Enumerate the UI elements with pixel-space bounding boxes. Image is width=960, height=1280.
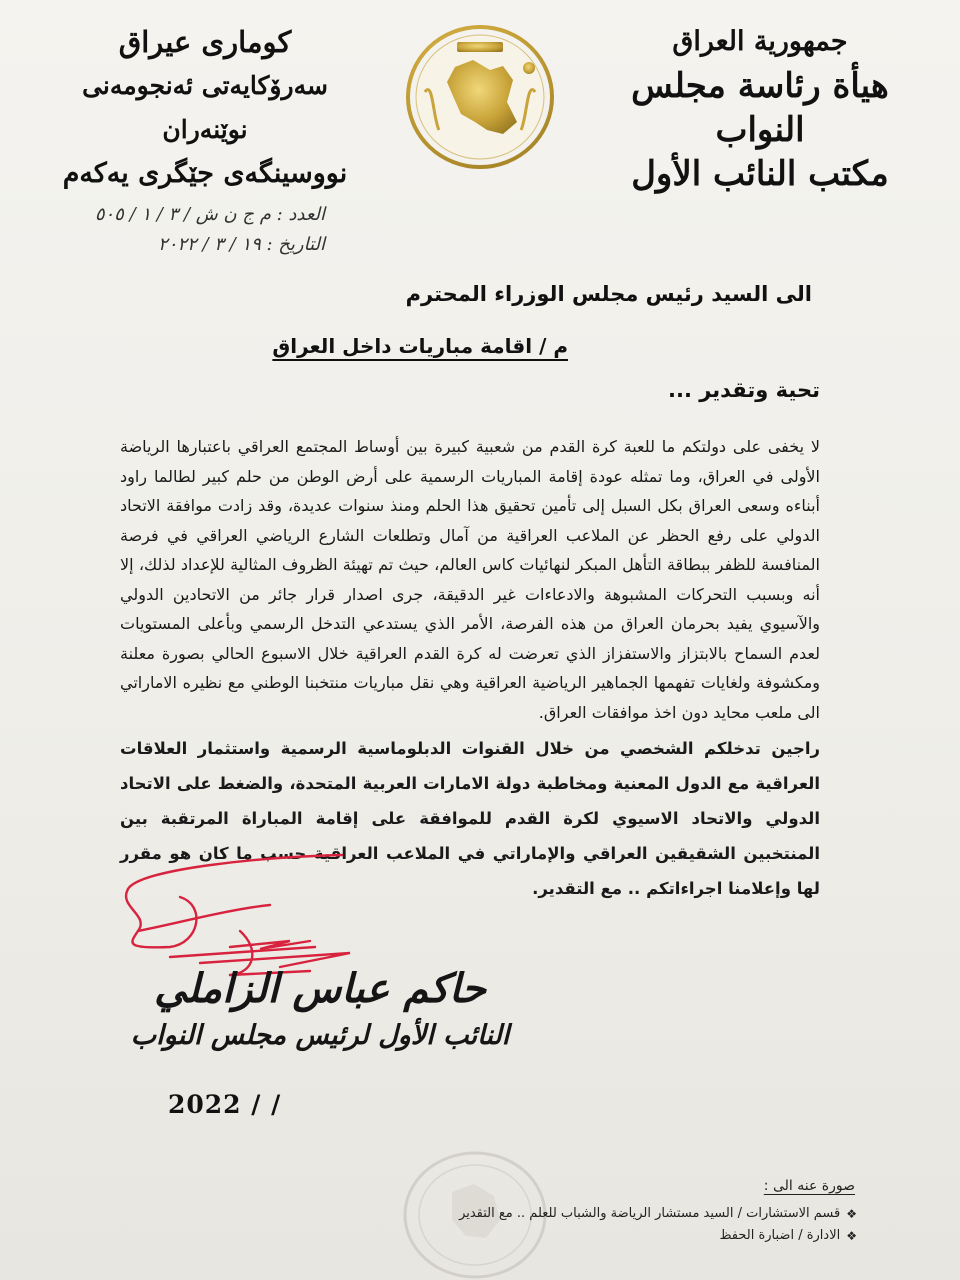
header-kurdish-presidency: سەرۆکایەتی ئەنجومەنی نوێنەران <box>82 71 328 144</box>
parliament-emblem-icon <box>395 22 565 172</box>
copy-item-text: قسم الاستشارات / السيد مستشار الرياضة والشباب للعلم .. مع التقدير <box>459 1206 841 1221</box>
signature-date: 2022 / / <box>168 1090 282 1119</box>
body-paragraph-1: لا يخفى على دولتكم ما للعبة كرة القدم من شعبية كبيرة بين أوساط المجتمع العراقي باعتبارها الرياضة الأولى في العراق، وما تمثله عودة إقامة المباريات الرسمية على أرض الوطن من حلم كبير لطالما راود أبناءه وسعى العراق بكل السبل إلى تأمين تحقيق هذا الحلم ومنذ سنوات عديدة، وقد زادت موافقة الاتحاد الدولي على رفع الحظر عن الملاعب العراقية من آمال وتطلعات الشارع الرياضي العراقي في فرصة المنافسة للظفر ببطاقة التأهل المبكر لنهائيات كاس العالم، حيث تم تهيئة الظروف المثالية للإعداد لذلك، إلا أنه وبسبب التحركات المشبوهة والادعاءات غير الدقيقة، جرى اصدار قرار جائر من الاتحادين الدولي والآسيوي يفيد بحرمان العراق من هذه الفرصة، الأمر الذي يستدعي التدخل الرسمي وبأعلى المستويات لعدم السماح بالابتزاز والاستفزاز الذي تعرضت له كرة القدم العراقية خلال الاسبوع الحالي بصورة معلنة ومكشوفة ولغايات تفهمها الجماهير الرياضية العراقية وهي نقل مباريات منتخبنا الوطني مع نظيره الاماراتي الى ملعب محايد دون اخذ موافقات العراق. <box>120 437 820 722</box>
header-republic: جمهورية العراق <box>672 26 848 57</box>
header-arabic <box>630 20 890 196</box>
subject-line: م / اقامة مباريات داخل العراق <box>272 334 568 358</box>
body-paragraph-2: راجين تدخلكم الشخصي من خلال القنوات الدبلوماسية الرسمية واستثمار العلاقات العراقية مع الدول المعنية ومخاطبة دولة الامارات العربية المتحدة، والضغط على الاتحاد الدولي والاتحاد الاسيوي لكرة القدم للموافقة على إقامة المباراة المرتقبة بين المنتخبين الشقيقين العراقي والإماراتي في الملاعب العراقية حسب ما كان هو مقرر لها وإعلامنا اجراءاتكم .. مع التقدير. <box>120 739 820 898</box>
copies-list <box>459 1203 857 1247</box>
reference-date: التاريخ : ١٩ / ٣ / ٢٠٢٢ <box>158 234 325 255</box>
signatory-title: النائب الأول لرئيس مجلس النواب <box>130 1020 510 1051</box>
reference-block <box>85 200 325 260</box>
header-kurdish-office: نووسینگەی جێگری یەکەم <box>62 158 348 189</box>
diamond-bullet-icon: ❖ <box>846 1229 857 1243</box>
diamond-bullet-icon: ❖ <box>846 1207 857 1221</box>
header-kurdish <box>40 20 370 196</box>
header-kurdish-republic: كوماری عیراق <box>118 25 292 59</box>
reference-number: العدد : م ج ن ش / ٣ / ١ / ٥٠٥ <box>94 204 325 225</box>
signatory-name: حاكم عباس الزاملي <box>154 965 486 1012</box>
greeting: تحية وتقدير ... <box>667 378 820 402</box>
copy-item-text: الادارة / اضبارة الحفظ <box>719 1228 841 1243</box>
copy-item <box>459 1225 857 1247</box>
header-office: مكتب النائب الأول <box>631 154 889 194</box>
copy-item <box>459 1203 857 1225</box>
copies-heading: صورة عنه الى : <box>763 1178 855 1194</box>
addressee: الى السيد رئيس مجلس الوزراء المحترم <box>405 282 812 306</box>
header-presidency: هيأة رئاسة مجلس النواب <box>631 66 889 150</box>
